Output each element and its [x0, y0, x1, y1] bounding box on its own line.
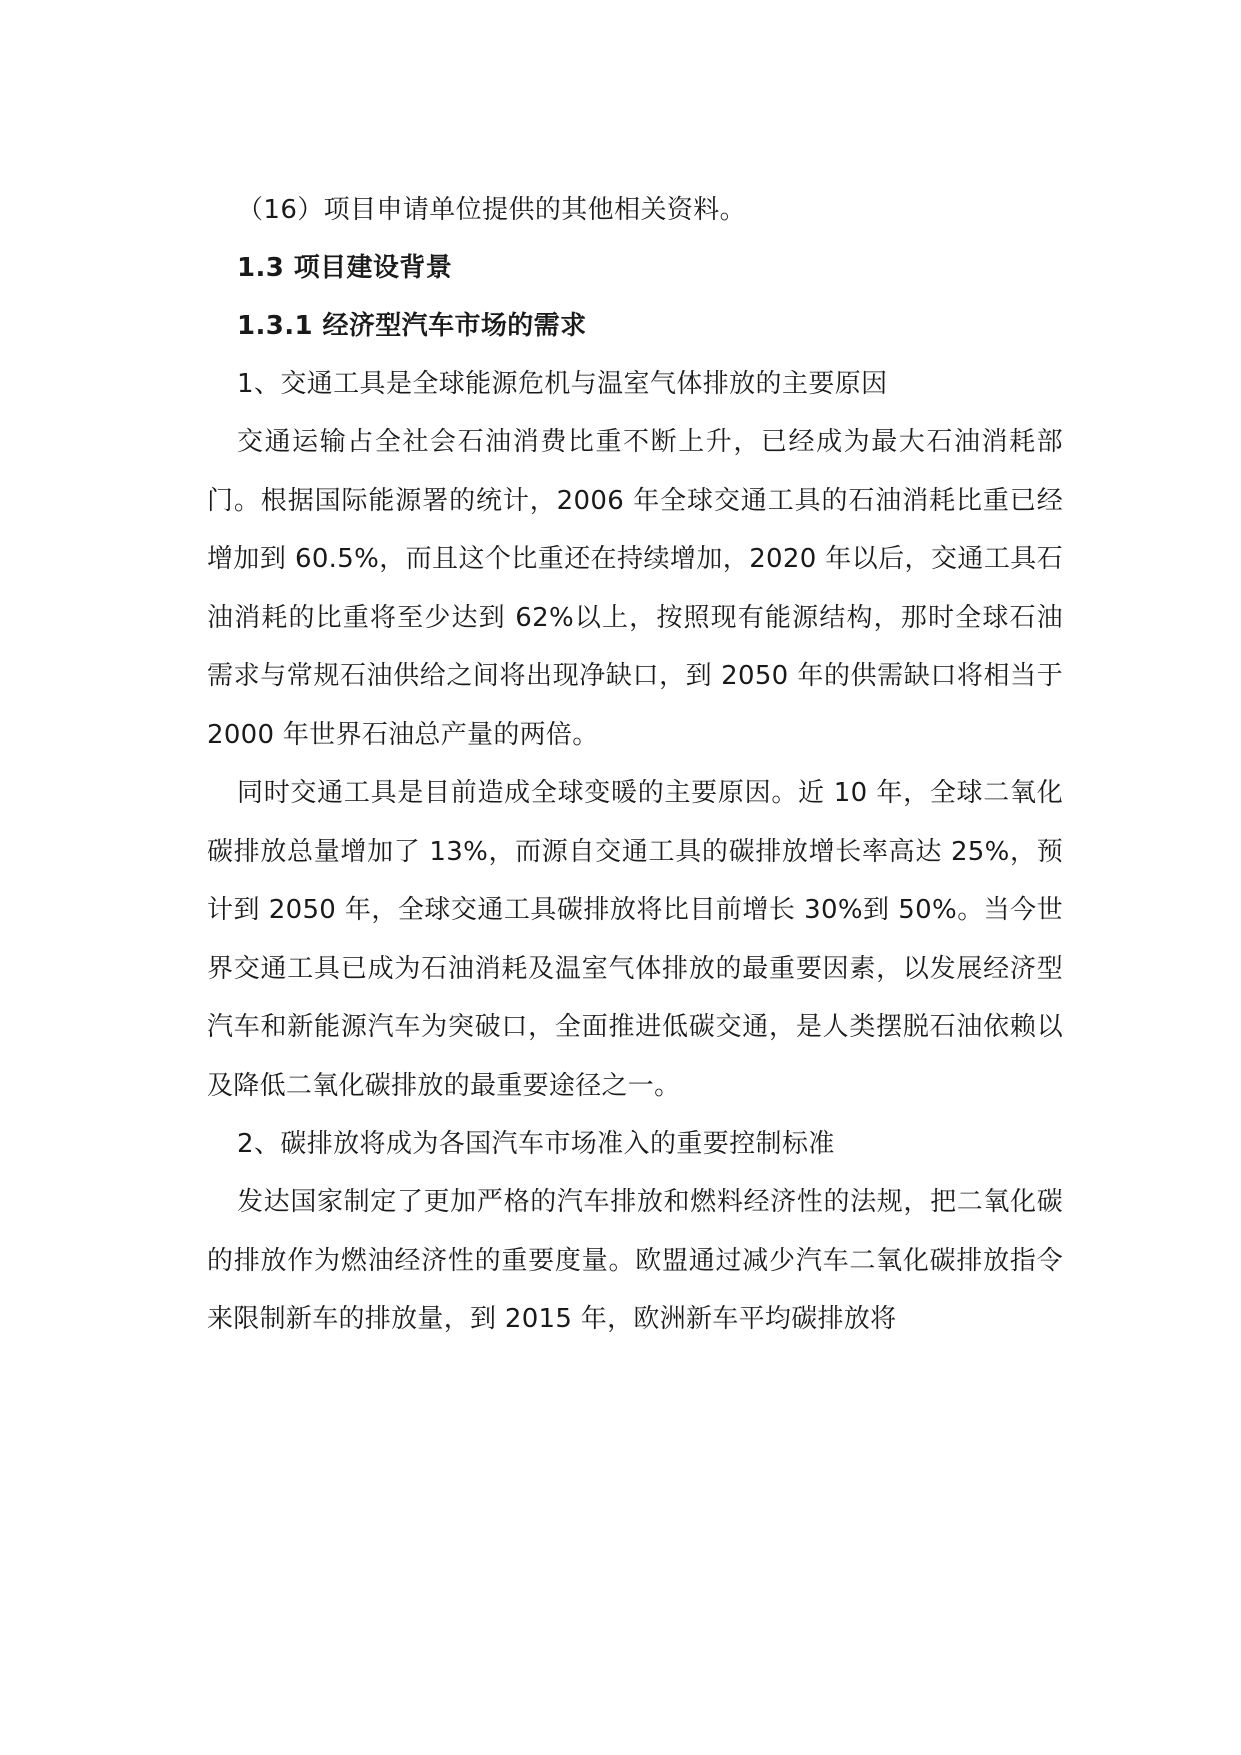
point-heading-1: 1、交通工具是全球能源危机与温室气体排放的主要原因	[237, 369, 888, 399]
paragraph-emission-regulations: 发达国家制定了更加严格的汽车排放和燃料经济性的法规，把二氧化碳的排放作为燃油经济性的重要度量。欧盟通过减少汽车二氧化碳排放指令来限制新车的排放量，到 2015 年，欧洲新车平均碳排放将	[207, 1187, 1063, 1334]
section-heading-1-3: 1.3 项目建设背景	[237, 253, 453, 283]
paragraph-carbon-emissions: 同时交通工具是目前造成全球变暖的主要原因。近 10 年，全球二氧化碳排放总量增加了 13%，而源自交通工具的碳排放增长率高达 25%，预计到 2050 年，全球交通工具碳排放将比目前增长 30%到 50%。当今世界交通工具已成为石油消耗及温室气体排放的最重要因素，以发展经济型汽车和新能源汽车为突破口，全面推进低碳交通，是人类摆脱石油依赖以及降低二氧化碳排放的最重要途径之一。	[207, 778, 1063, 1101]
point-heading-2: 2、碳排放将成为各国汽车市场准入的重要控制标准	[237, 1129, 835, 1159]
section-heading-1-3-1: 1.3.1 经济型汽车市场的需求	[237, 311, 587, 341]
paragraph-oil-consumption: 交通运输占全社会石油消费比重不断上升，已经成为最大石油消耗部门。根据国际能源署的统计，2006 年全球交通工具的石油消耗比重已经增加到 60.5%，而且这个比重还在持续增加，2020 年以后，交通工具石油消耗的比重将至少达到 62%以上，按照现有能源结构，那时全球石油需求与常规石油供给之间将出现净缺口，到 2050 年的供需缺口将相当于 2000 年世界石油总产量的两倍。	[207, 427, 1063, 750]
list-item-16: （16）项目申请单位提供的其他相关资料。	[237, 195, 747, 225]
document-body	[207, 194, 1063, 1349]
